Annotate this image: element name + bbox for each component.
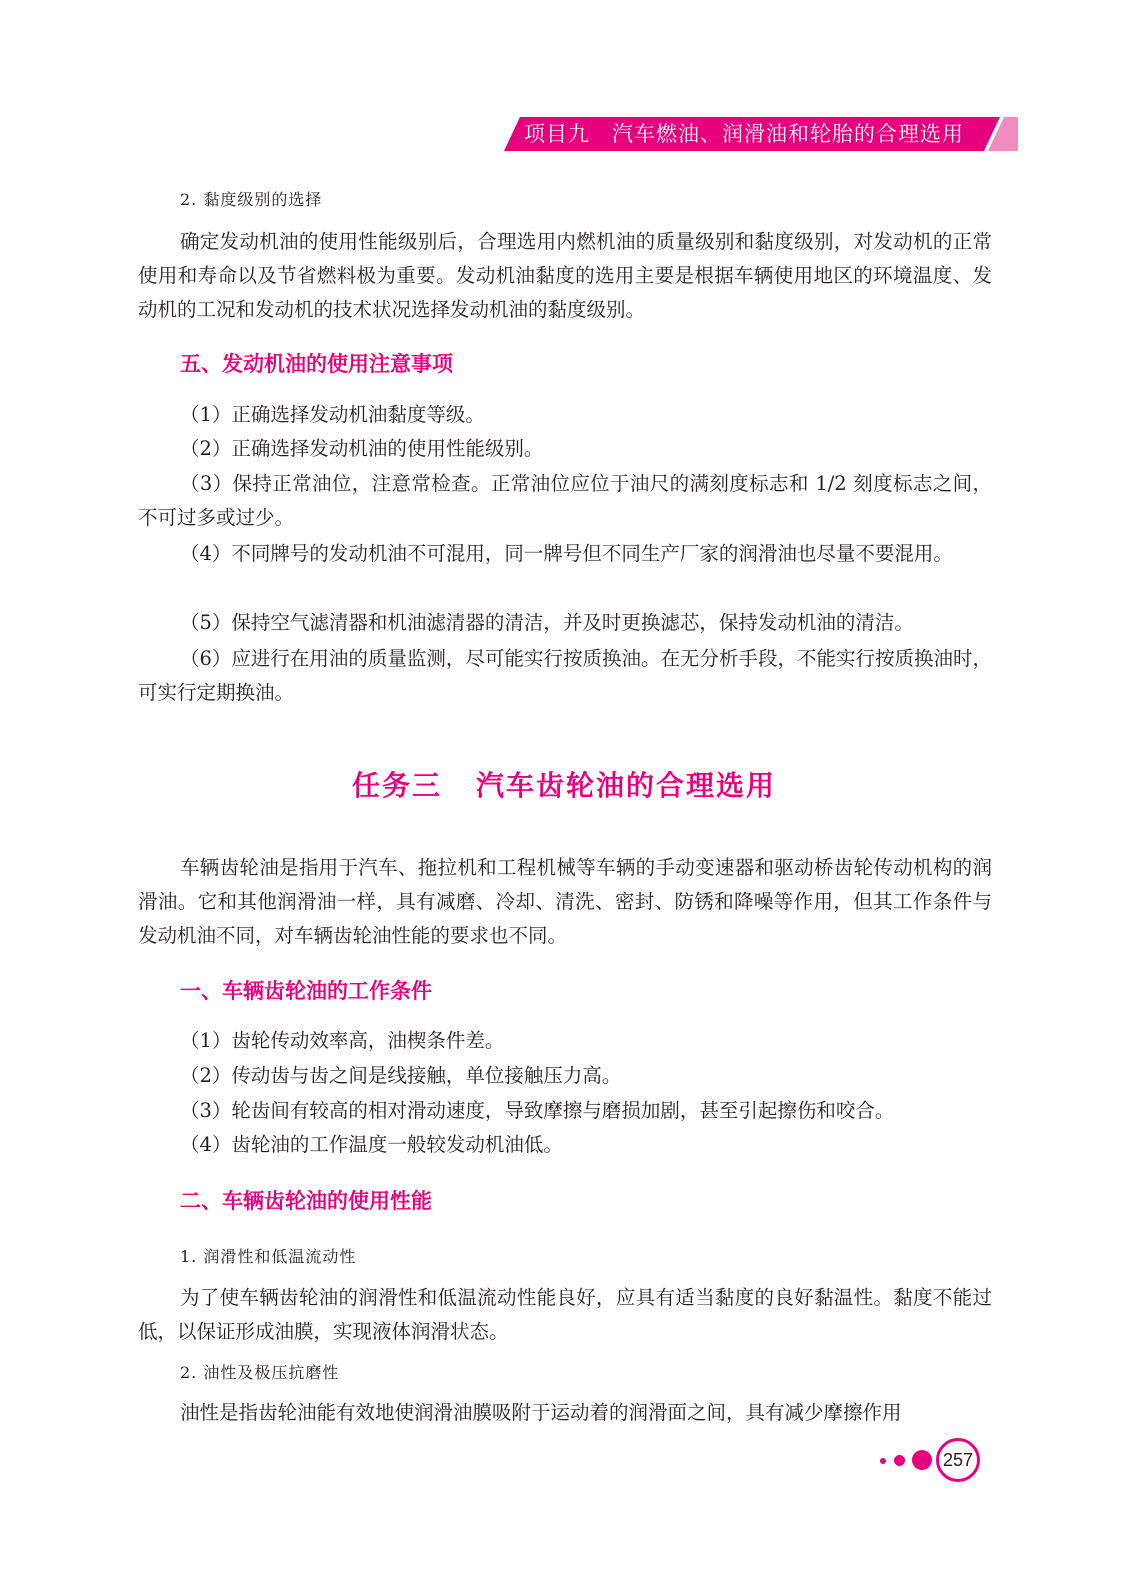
list-item: （4）齿轮油的工作温度一般较发动机油低。 <box>180 1133 563 1156</box>
section-heading-performance: 二、车辆齿轮油的使用性能 <box>180 1189 432 1213</box>
paragraph-oiliness: 油性是指齿轮油能有效地使润滑油膜吸附于运动着的润滑面之间，具有减少摩擦作用 <box>180 1401 902 1424</box>
list-item: （1）齿轮传动效率高，油楔条件差。 <box>180 1029 505 1052</box>
task-heading <box>0 764 1128 804</box>
task-number: 任务三 <box>351 769 442 802</box>
list-item: （5）保持空气滤清器和机油滤清器的清洁，并及时更换滤芯，保持发动机油的清洁。 <box>180 611 914 634</box>
paragraph-viscosity-grade: 确定发动机油的使用性能级别后，合理选用内燃机油的质量级别和黏度级别，对发动机的正常使用和寿命以及节省燃料极为重要。发动机油黏度的选用主要是根据车辆使用地区的环境温度、发动机的工况和发动机的技术状况选择发动机油的黏度级别。 <box>138 230 992 321</box>
list-item: （6）应进行在用油的质量监测，尽可能实行按质换油。在无分析手段，不能实行按质换油时，可实行定期换油。 <box>138 647 992 704</box>
decor-dot-small <box>880 1458 886 1464</box>
list-item: （3）保持正常油位，注意常检查。正常油位应位于油尺的满刻度标志和 1/2 刻度标志之间，不可过多或过少。 <box>138 472 992 529</box>
chapter-number: 项目九 <box>524 122 590 146</box>
list-item: （1）正确选择发动机油黏度等级。 <box>180 403 485 426</box>
task-title: 汽车齿轮油的合理选用 <box>476 769 777 802</box>
decor-dot-large <box>912 1450 932 1470</box>
list-item: （4）不同牌号的发动机油不可混用，同一牌号但不同生产厂家的润滑油也尽量不要混用。 <box>180 542 953 565</box>
subheading-lubricity: 1. 润滑性和低温流动性 <box>180 1247 357 1266</box>
list-item: （2）正确选择发动机油的使用性能级别。 <box>180 437 544 460</box>
chapter-title: 汽车燃油、润滑油和轮胎的合理选用 <box>612 122 964 146</box>
subheading-viscosity-grade: 2. 黏度级别的选择 <box>180 190 323 209</box>
section-heading-working-conditions: 一、车辆齿轮油的工作条件 <box>180 979 432 1003</box>
decor-dot-medium <box>894 1455 905 1466</box>
section-heading-engine-oil-notes: 五、发动机油的使用注意事项 <box>180 352 453 376</box>
paragraph-gear-oil-intro: 车辆齿轮油是指用于汽车、拖拉机和工程机械等车辆的手动变速器和驱动桥齿轮传动机构的润滑油。它和其他润滑油一样，具有减磨、冷却、清洗、密封、防锈和降噪等作用，但其工作条件与发动机油不同，对车辆齿轮油性能的要求也不同。 <box>138 856 992 947</box>
page-number-badge <box>878 1436 998 1486</box>
paragraph-lubricity: 为了使车辆齿轮油的润滑性和低温流动性能良好，应具有适当黏度的良好黏温性。黏度不能过低，以保证形成油膜，实现液体润滑状态。 <box>138 1286 992 1343</box>
chapter-header-text <box>524 119 964 149</box>
list-item: （3）轮齿间有较高的相对滑动速度，导致摩擦与磨损加剧，甚至引起擦伤和咬合。 <box>180 1099 895 1122</box>
subheading-extreme-pressure: 2. 油性及极压抗磨性 <box>180 1363 340 1382</box>
page-number: 257 <box>936 1438 980 1482</box>
list-item: （2）传动齿与齿之间是线接触，单位接触压力高。 <box>180 1064 622 1087</box>
